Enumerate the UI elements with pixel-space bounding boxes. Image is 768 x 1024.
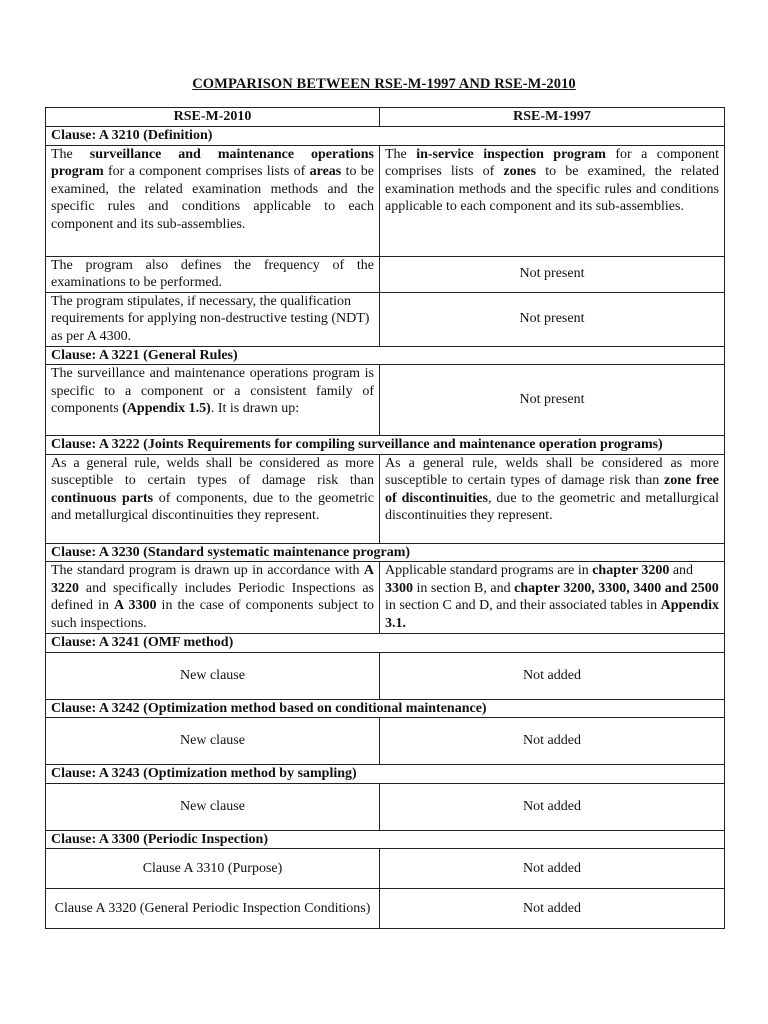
clause-row <box>46 346 725 365</box>
clause-a3242-heading: Clause: A 3242 (Optimization method based on conditional maintenance) <box>46 699 725 718</box>
table-row <box>46 365 725 436</box>
cell-a3221-2010: The surveillance and maintenance operations program is specific to a component or a consistent family of components (Appendix 1.5). It is drawn up: <box>46 365 380 436</box>
clause-a3210-heading: Clause: A 3210 (Definition) <box>46 127 725 146</box>
cell-a3310-1997: Not added <box>380 849 725 889</box>
page-title: COMPARISON BETWEEN RSE-M-1997 AND RSE-M-2010 <box>192 76 576 92</box>
clause-a3241-heading: Clause: A 3241 (OMF method) <box>46 634 725 653</box>
clause-a3222-heading: Clause: A 3222 (Joints Requirements for compiling surveillance and maintenance operation programs) <box>46 436 725 455</box>
table-row <box>46 718 725 765</box>
table-row <box>46 562 725 634</box>
clause-row <box>46 765 725 784</box>
cell-a3221-1997: Not present <box>380 365 725 436</box>
clause-a3221-heading: Clause: A 3221 (General Rules) <box>46 346 725 365</box>
cell-a3320-2010: Clause A 3320 (General Periodic Inspection Conditions) <box>46 889 380 929</box>
cell-a3210-2010: The surveillance and maintenance operations program for a component comprises lists of areas to be examined, the related examination methods and the specific rules and conditions applicable to each component and its sub-assemblies. <box>46 145 380 256</box>
table-row <box>46 652 725 699</box>
cell-a3241-2010: New clause <box>46 652 380 699</box>
clause-row <box>46 699 725 718</box>
clause-a3230-heading: Clause: A 3230 (Standard systematic maintenance program) <box>46 543 725 562</box>
cell-a3241-1997: Not added <box>380 652 725 699</box>
table-row <box>46 145 725 256</box>
cell-ndt-1997: Not present <box>380 292 725 346</box>
cell-a3320-1997: Not added <box>380 889 725 929</box>
comparison-table <box>45 107 725 929</box>
header-rse-m-1997: RSE-M-1997 <box>380 108 725 127</box>
table-row <box>46 849 725 889</box>
table-header-row <box>46 108 725 127</box>
cell-ndt-2010: The program stipulates, if necessary, the qualification requirements for applying non-destructive testing (NDT) as per A 4300. <box>46 292 380 346</box>
cell-a3222-1997: As a general rule, welds shall be considered as more susceptible to certain types of damage risk than zone free of discontinuities, due to the geometric and metallurgical discontinuities they represent. <box>380 454 725 543</box>
cell-a3243-2010: New clause <box>46 783 380 830</box>
cell-frequency-2010: The program also defines the frequency of the examinations to be performed. <box>46 256 380 292</box>
cell-frequency-1997: Not present <box>380 256 725 292</box>
header-rse-m-2010: RSE-M-2010 <box>46 108 380 127</box>
table-row <box>46 256 725 292</box>
table-row <box>46 889 725 929</box>
clause-a3300-heading: Clause: A 3300 (Periodic Inspection) <box>46 830 725 849</box>
clause-row <box>46 543 725 562</box>
cell-a3242-2010: New clause <box>46 718 380 765</box>
cell-a3222-2010: As a general rule, welds shall be considered as more susceptible to certain types of damage risk than continuous parts of components, due to the geometric and metallurgical discontinuities they represent. <box>46 454 380 543</box>
clause-a3243-heading: Clause: A 3243 (Optimization method by sampling) <box>46 765 725 784</box>
clause-row <box>46 830 725 849</box>
clause-row <box>46 634 725 653</box>
cell-a3230-1997: Applicable standard programs are in chapter 3200 and 3300 in section B, and chapter 3200, 3300, 3400 and 2500 in section C and D, and their associated tables in Appendix 3.1. <box>380 562 725 634</box>
cell-a3242-1997: Not added <box>380 718 725 765</box>
table-row <box>46 292 725 346</box>
table-row <box>46 783 725 830</box>
cell-a3230-2010: The standard program is drawn up in accordance with A 3220 and specifically includes Periodic Inspections as defined in A 3300 in the case of components subject to such inspections. <box>46 562 380 634</box>
clause-row <box>46 436 725 455</box>
table-row <box>46 454 725 543</box>
cell-a3243-1997: Not added <box>380 783 725 830</box>
clause-row <box>46 127 725 146</box>
cell-a3210-1997: The in-service inspection program for a component comprises lists of zones to be examined, the related examination methods and the specific rules and conditions applicable to each component and its sub-assemblies. <box>380 145 725 256</box>
cell-a3310-2010: Clause A 3310 (Purpose) <box>46 849 380 889</box>
